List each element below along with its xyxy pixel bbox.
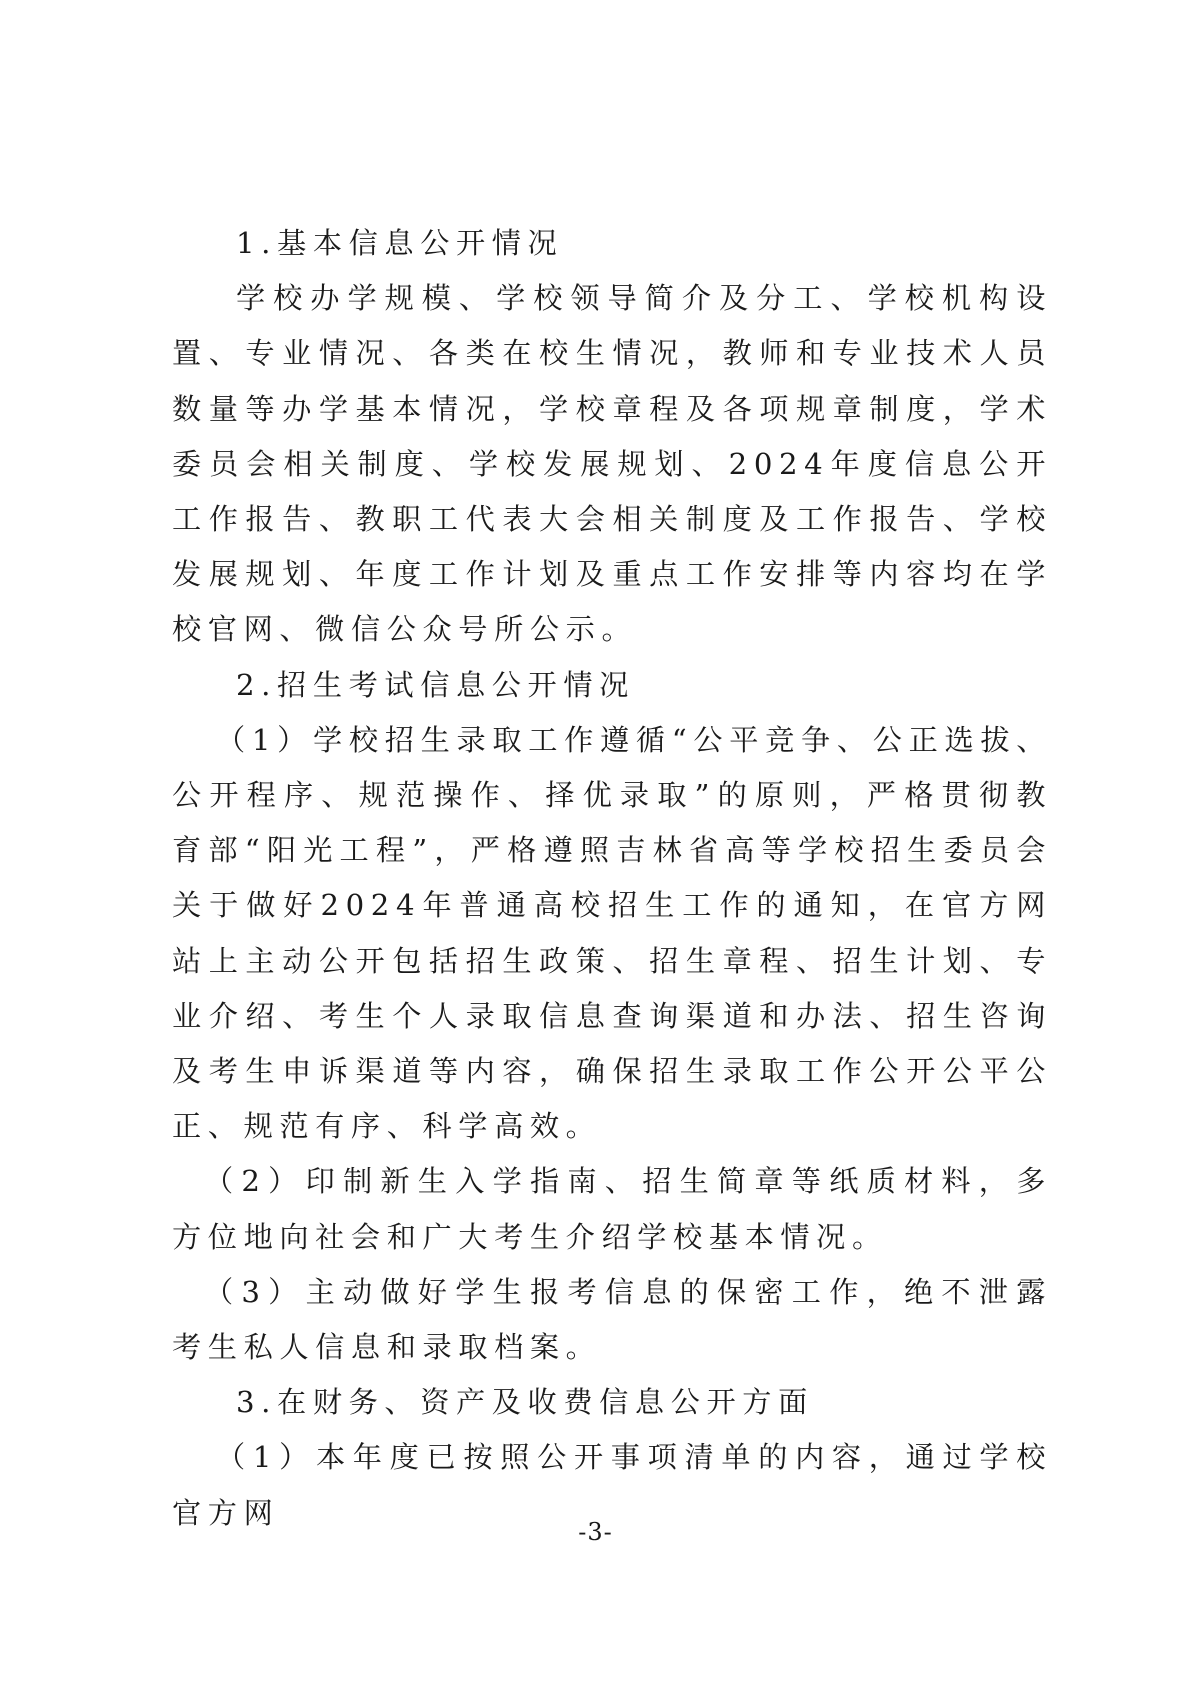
paragraph-admission-item-2: （2）印制新生入学指南、招生简章等纸质材料，多方位地向社会和广大考生介绍学校基本情况。 xyxy=(172,1164,1052,1254)
paragraph-finance-item-1: （1）本年度已按照公开事项清单的内容，通过学校官方网 xyxy=(172,1440,1052,1530)
section-heading-basic-info: 1.基本信息公开情况 xyxy=(236,226,564,260)
paragraph-admission-item-1: （1）学校招生录取工作遵循“公平竞争、公正选拔、公开程序、规范操作、择优录取”的原则，严格贯彻教育部“阳光工程”，严格遵照吉林省高等学校招生委员会关于做好2024年普通高校招生工作的通知，在官方网站上主动公开包括招生政策、招生章程、招生计划、专业介绍、考生个人录取信息查询渠道和办法、招生咨询及考生申诉渠道等内容，确保招生录取工作公开公平公正、规范有序、科学高效。 xyxy=(172,722,1052,1144)
section-heading-admission-info: 2.招生考试信息公开情况 xyxy=(236,667,635,702)
paragraph-admission-item-3: （3）主动做好学生报考信息的保密工作，绝不泄露考生私人信息和录取档案。 xyxy=(172,1274,1052,1365)
document-body xyxy=(172,216,1052,1541)
page-number: -3- xyxy=(578,1518,613,1546)
paragraph-basic-info: 学校办学规模、学校领导简介及分工、学校机构设置、专业情况、各类在校生情况，教师和专业技术人员数量等办学基本情况，学校章程及各项规章制度，学术委员会相关制度、学校发展规划、2024年度信息公开工作报告、教职工代表大会相关制度及工作报告、学校发展规划、年度工作计划及重点工作安排等内容均在学校官网、微信公众号所公示。 xyxy=(172,281,1052,647)
section-heading-finance-info: 3.在财务、资产及收费信息公开方面 xyxy=(236,1385,814,1420)
